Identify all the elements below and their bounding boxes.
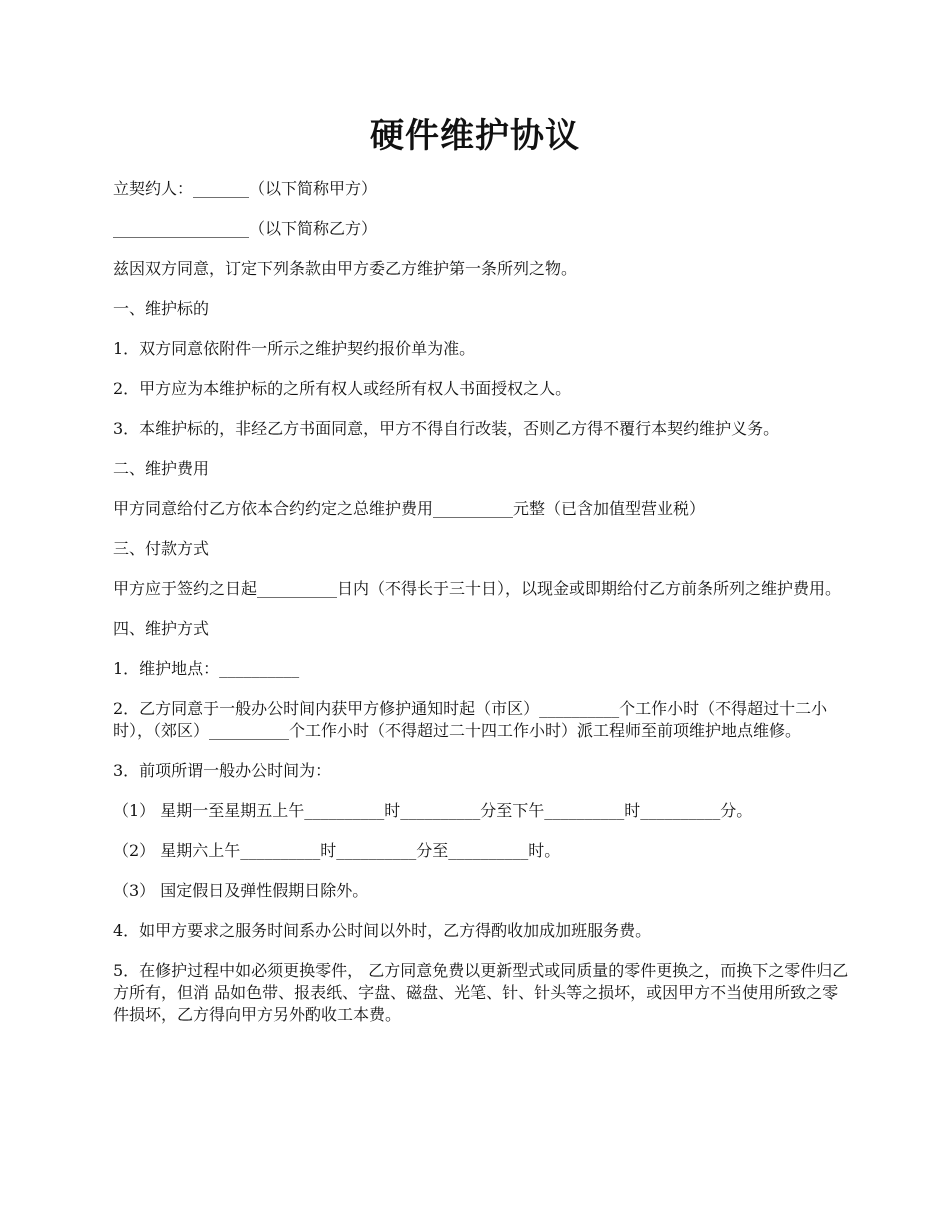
- section-heading-maintenance-target: 一、维护标的: [113, 299, 210, 318]
- clause-4-3: 3．前项所谓一般办公时间为：: [113, 761, 332, 780]
- paragraph-party-b: _________________（以下简称乙方）: [113, 219, 378, 238]
- paragraph-intro: 兹因双方同意，订定下列条款由甲方委乙方维护第一条所列之物。: [113, 259, 578, 278]
- clause-fee: 甲方同意给付乙方依本合约约定之总维护费用__________元整（已含加值型营业税）: [113, 499, 706, 518]
- clause-4-2: 2．乙方同意于一般办公时间内获甲方修护通知时起（市区）__________个工作小时（不得超过十二小时），（郊区）__________个工作小时（不得超过二十四工作小时）派工程师至前项维护地点维修。: [113, 699, 828, 740]
- clause-4-5: 5．在修护过程中如必须更换零件， 乙方同意免费以更新型式或同质量的零件更换之，而换下之零件归乙方所有，但消 品如色带、报表纸、字盘、磁盘、光笔、针、针头等之损坏，或因甲方不当使用所致之零件损坏，乙方得向甲方另外酌收工本费。: [113, 961, 849, 1024]
- clause-1-3: 3．本维护标的，非经乙方书面同意，甲方不得自行改装，否则乙方得不覆行本契约维护义务。: [113, 419, 780, 438]
- clause-1-2: 2．甲方应为本维护标的之所有权人或经所有权人书面授权之人。: [113, 379, 572, 398]
- clause-4-3-item-1: （1） 星期一至星期五上午__________时__________分至下午__________时__________分。: [113, 801, 753, 820]
- section-heading-maintenance-method: 四、维护方式: [113, 619, 210, 638]
- document-body: [113, 178, 853, 1044]
- clause-1-1: 1．双方同意依附件一所示之维护契约报价单为准。: [113, 339, 476, 358]
- clause-4-1: 1．维护地点：__________: [113, 659, 300, 678]
- clause-4-4: 4．如甲方要求之服务时间系办公时间以外时，乙方得酌收加成加班服务费。: [113, 921, 652, 940]
- paragraph-party-a: 立契约人：_______（以下简称甲方）: [113, 179, 378, 198]
- document-title: 硬件维护协议: [370, 116, 580, 156]
- clause-4-3-item-3: （3） 国定假日及弹性假期日除外。: [113, 881, 369, 900]
- clause-payment: 甲方应于签约之日起__________日内（不得长于三十日），以现金或即期给付乙方前条所列之维护费用。: [113, 579, 842, 598]
- section-heading-payment: 三、付款方式: [113, 539, 210, 558]
- clause-4-3-item-2: （2） 星期六上午__________时__________分至__________时。: [113, 841, 561, 860]
- section-heading-maintenance-fee: 二、维护费用: [113, 459, 210, 478]
